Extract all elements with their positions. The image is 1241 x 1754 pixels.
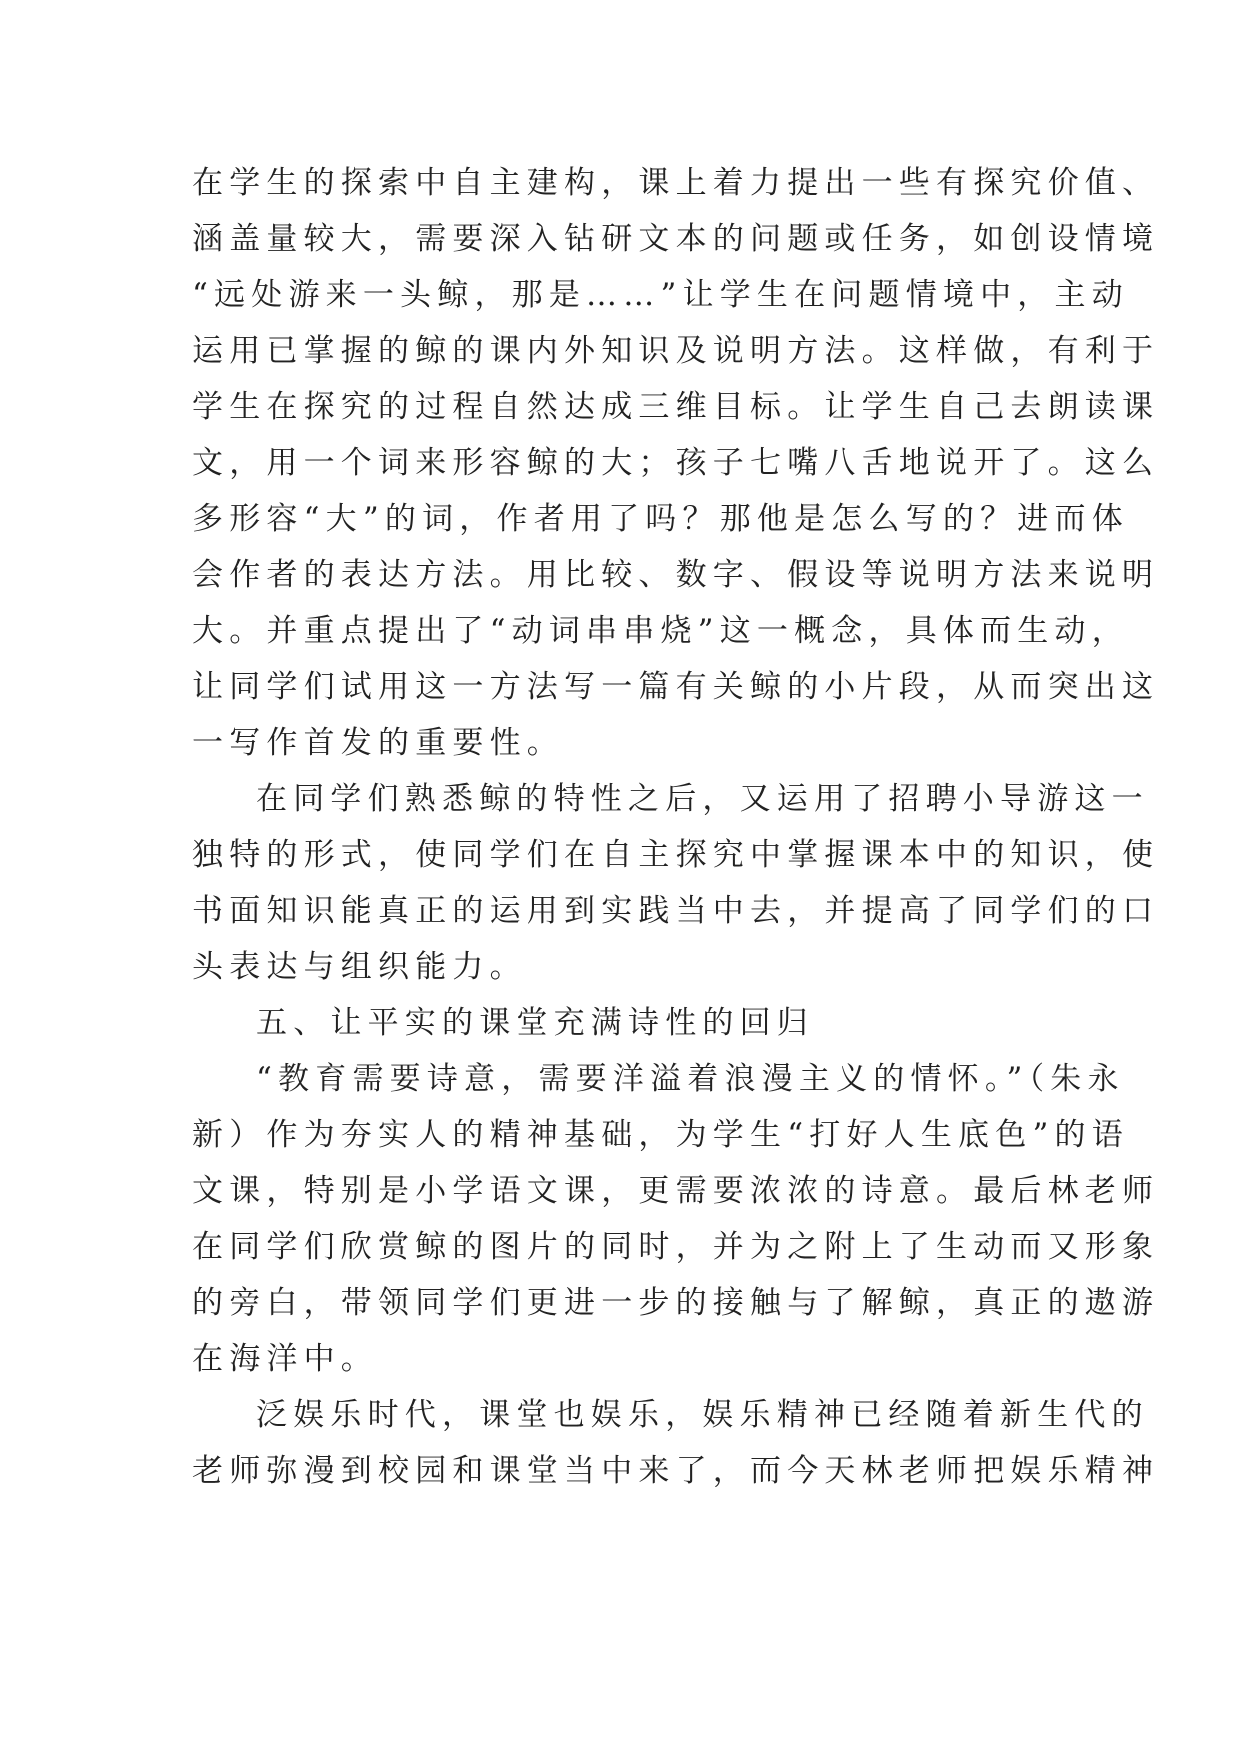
paragraph-first-line: “教育需要诗意，需要洋溢着浪漫主义的情怀。”（朱永 — [256, 1061, 1125, 1097]
text-line: 一写作首发的重要性。 — [192, 725, 564, 761]
text-line: 让同学们试用这一方法写一篇有关鲸的小片段，从而突出这 — [192, 669, 1160, 705]
text-line: 在海洋中。 — [192, 1341, 378, 1377]
text-line: 多形容“大”的词，作者用了吗？那他是怎么写的？进而体 — [192, 501, 1129, 537]
text-line: 老师弥漫到校园和课堂当中来了，而今天林老师把娱乐精神 — [192, 1453, 1160, 1489]
text-line: 独特的形式，使同学们在自主探究中掌握课本中的知识，使 — [192, 837, 1160, 873]
text-line: 学生在探究的过程自然达成三维目标。让学生自己去朗读课 — [192, 389, 1160, 425]
paragraph-first-line: 在同学们熟悉鲸的特性之后，又运用了招聘小导游这一 — [256, 781, 1149, 817]
text-line: 头表达与组织能力。 — [192, 949, 527, 985]
text-line: 运用已掌握的鲸的课内外知识及说明方法。这样做，有利于 — [192, 333, 1160, 369]
text-line: “远处游来一头鲸，那是……”让学生在问题情境中，主动 — [192, 277, 1129, 313]
section-heading: 五、让平实的课堂充满诗性的回归 — [256, 1005, 814, 1041]
text-line: 大。并重点提出了“动词串串烧”这一概念，具体而生动， — [192, 613, 1129, 649]
text-line: 的旁白，带领同学们更进一步的接触与了解鲸，真正的遨游 — [192, 1285, 1160, 1321]
text-line: 在同学们欣赏鲸的图片的同时，并为之附上了生动而又形象 — [192, 1229, 1160, 1265]
text-line: 书面知识能真正的运用到实践当中去，并提高了同学们的口 — [192, 893, 1160, 929]
text-line: 文，用一个词来形容鲸的大；孩子七嘴八舌地说开了。这么 — [192, 445, 1160, 481]
text-line: 在学生的探索中自主建构，课上着力提出一些有探究价值、 — [192, 165, 1160, 201]
text-line: 文课，特别是小学语文课，更需要浓浓的诗意。最后林老师 — [192, 1173, 1160, 1209]
text-line: 涵盖量较大，需要深入钻研文本的问题或任务，如创设情境 — [192, 221, 1160, 257]
paragraph-first-line: 泛娱乐时代，课堂也娱乐，娱乐精神已经随着新生代的 — [256, 1397, 1149, 1433]
text-line: 新）作为夯实人的精神基础，为学生“打好人生底色”的语 — [192, 1117, 1129, 1153]
text-line: 会作者的表达方法。用比较、数字、假设等说明方法来说明 — [192, 557, 1160, 593]
